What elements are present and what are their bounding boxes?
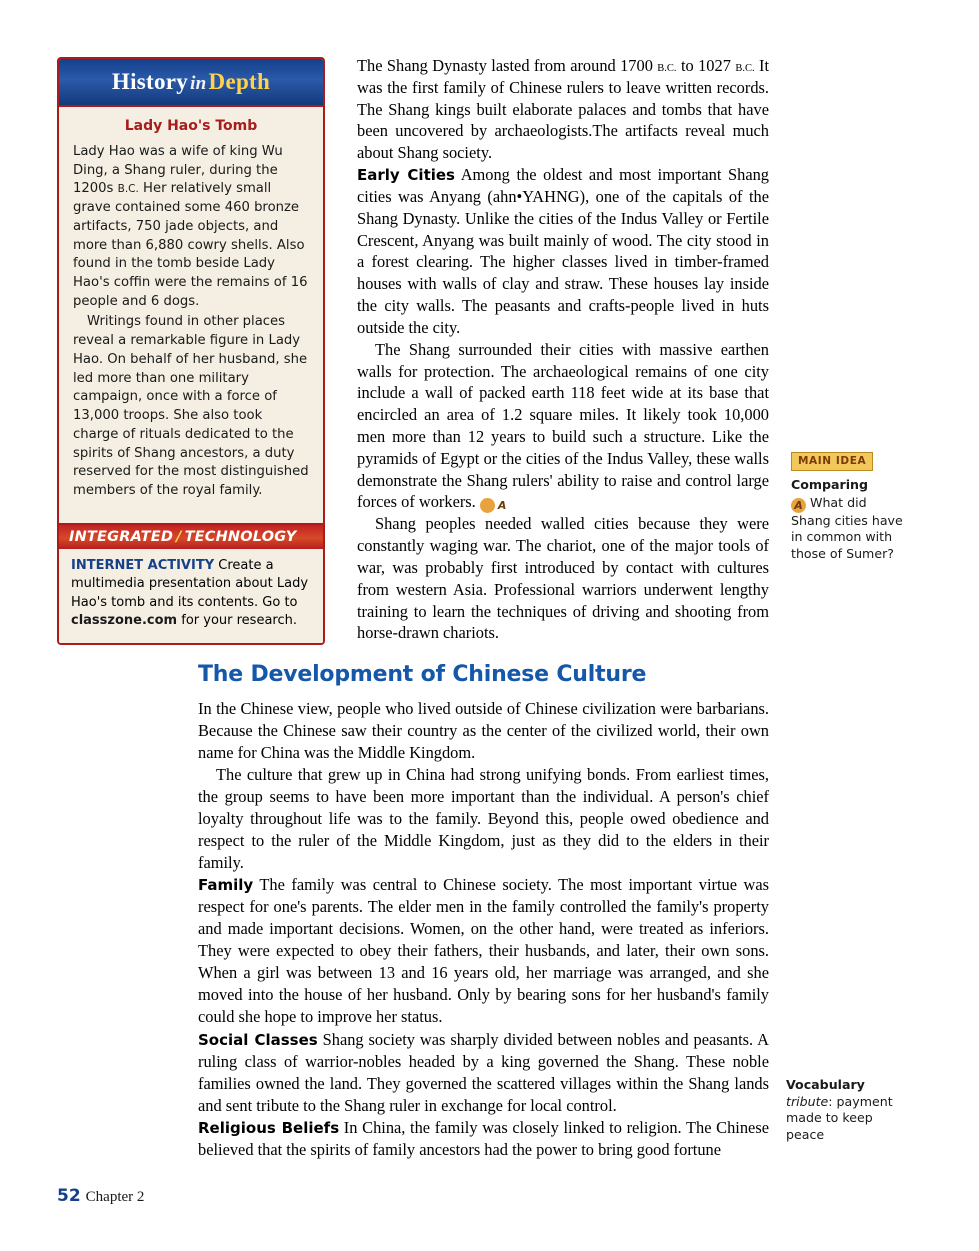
feature-header-title	[112, 69, 270, 95]
section-paragraph-3	[198, 874, 769, 1028]
vocabulary-term: tribute	[786, 1093, 829, 1109]
integrated-technology-box	[59, 523, 323, 643]
feature-body	[59, 107, 323, 513]
main-idea-skill-label: Comparing	[791, 476, 869, 492]
page-footer	[57, 1186, 144, 1206]
section-paragraph-4	[198, 1029, 769, 1117]
section-paragraph-2: The culture that grew up in China had strong unifying bonds. From earliest times, the group seems to have been more important than the individual. A person's chief loyalty throughout life was to the family. Beyond this, people owed obedience and respect to the ruler of the Middle Kingdom, just as they did to the elders in their family.	[198, 764, 769, 873]
feature-title: Lady Hao's Tomb	[124, 118, 258, 134]
internet-activity-text-b: for your research.	[177, 613, 297, 629]
page-number: 52	[57, 1186, 81, 1206]
main-idea-marker-a-icon: A	[791, 498, 806, 513]
feature-paragraph-1	[73, 143, 309, 312]
feature-header-word-depth: Depth	[208, 69, 271, 94]
main-paragraph-2	[357, 164, 769, 339]
main-p1-smallcaps-1: B.C.	[657, 63, 677, 74]
internet-activity-label: INTERNET ACTIVITY	[71, 557, 215, 573]
vocabulary-definition: : payment made to keep peace	[786, 1093, 893, 1142]
section-p3-body: The family was central to Chinese society. The most important virtue was respect for one's parents. The elder men in the family controlled the family's property and made important decisions. Women, on the other hand, were treated as inferiors. They were expected to obey their fathers, their husbands, and later, their own sons. When a girl was between 13 and 16 years old, her marriage was arranged, and she moved into the house of her husband. Only by bearing sons for her husband's family could she hope to improve her status.	[198, 875, 769, 1027]
main-idea-tag: MAIN IDEA	[791, 452, 873, 471]
main-paragraph-1	[357, 55, 769, 164]
main-p1-part-c: It was the first family of Chinese rulers to leave written records. The Shang kings built elaborate palaces and tombs that have been uncovered by archaeologists.The artifacts reveal much about Shang society.	[357, 56, 769, 163]
main-p2-body: Among the oldest and most important Shang cities was Anyang (ahn•YAHNG), one of the capitals of the Shang Dynasty. Unlike the cities of the Indus Valley or Fertile Crescent, Anyang was built mainly of wood. The city stood in a forest clearing. The higher classes lived in timber-framed houses with walls of clay and straw. These houses lay inside the city walls. The peasants and crafts-people lived in huts outside the city.	[357, 165, 769, 337]
history-in-depth-feature-box	[57, 57, 325, 645]
integrated-technology-body	[59, 549, 323, 643]
feature-p1-part-b: Her relatively small grave contained some 460 bronze artifacts, 750 jade objects, and more than 6,880 cowry shells. Also found in the tomb beside Lady Hao's coffin were the remains of 16 people and 6 dogs.	[73, 181, 308, 309]
feature-paragraph-2: Writings found in other places reveal a remarkable figure in Lady Hao. On behalf of her husband, she led more than one military campaign, once with a force of 13,000 troops. She also took charge of rituals dedicated to the spirits of Shang ancestors, a duty reserved for the most distinguished members of the royal family.	[73, 314, 309, 499]
internet-activity-text-a: Create a multimedia presentation about Lady Hao's tomb and its contents. Go to	[71, 557, 309, 610]
tech-banner-left: INTEGRATED	[69, 528, 174, 545]
feature-header-banner	[59, 59, 323, 107]
main-idea-question: What did Shang cities have in common with those of Sumer?	[791, 495, 903, 561]
subhead-social-classes: Social Classes	[198, 1030, 318, 1049]
section-p4-body: Shang society was sharply divided between nobles and peasants. A ruling class of warrior-nobles headed by a king governed the Shang. These noble families owned the land. They governed the scattered villages within the Shang lands and sent tribute to the Shang ruler in exchange for local control.	[198, 1029, 769, 1115]
main-p1-part-a: The Shang Dynasty lasted from around 1700	[357, 56, 658, 75]
subhead-early-cities: Early Cities	[357, 166, 455, 185]
main-p1-part-b: to 1027	[676, 56, 736, 75]
tech-banner-right: TECHNOLOGY	[184, 528, 297, 545]
main-p1-smallcaps-2: B.C.	[735, 63, 755, 74]
subhead-religious-beliefs: Religious Beliefs	[198, 1118, 340, 1137]
subhead-family: Family	[198, 876, 254, 895]
vocabulary-margin-note	[786, 1077, 911, 1143]
vocabulary-label: Vocabulary	[786, 1077, 865, 1092]
feature-header-word-history: History	[111, 69, 189, 94]
section-p5-body: In China, the family was closely linked to religion. The Chinese believed that the spirits of family ancestors had the power to bring good fortune	[198, 1117, 769, 1159]
main-p3-body: The Shang surrounded their cities with massive earthen walls for protection. The archaeological remains of one city include a wall of packed earth 118 feet wide at its base that encircled an area of 1.2 square miles. It likely took 10,000 men more than 12 years to build such a structure. Like the pyramids of Egypt or the cities of the Indus Valley, these walls demonstrate the Shang rulers' ability to raise and control large forces of workers.	[357, 339, 769, 512]
classzone-link[interactable]: classzone.com	[71, 613, 178, 629]
section-paragraph-5	[198, 1117, 769, 1161]
chapter-label: Chapter 2	[85, 1189, 145, 1205]
main-text-column	[357, 55, 769, 644]
feature-header-word-in: in	[190, 73, 207, 94]
main-idea-margin-note	[791, 452, 903, 562]
main-paragraph-3	[357, 339, 769, 514]
integrated-technology-banner	[59, 525, 323, 549]
tech-banner-separator: /	[176, 528, 182, 545]
section-paragraph-1: In the Chinese view, people who lived outside of Chinese civilization were barbarians. Because the Chinese saw their country as the center of the civilized world, their own name for China was the Middle Kingdom.	[198, 698, 769, 762]
feature-p1-smallcaps: B.C.	[117, 183, 139, 196]
section-heading: The Development of Chinese Culture	[198, 662, 647, 687]
feature-p1-part-a: Lady Hao was a wife of king Wu Ding, a Shang ruler, during the 1200s	[73, 143, 283, 197]
section-development-of-chinese-culture	[198, 660, 769, 1161]
main-paragraph-4: Shang peoples needed walled cities because they were constantly waging war. The chariot, one of the major tools of war, was probably first introduced by contact with cultures from western Asia. Professional warriors underwent lengthy training to learn the techniques of driving and shooting from horse-drawn chariots.	[357, 514, 769, 643]
section-marker-a-icon: A	[480, 498, 495, 513]
